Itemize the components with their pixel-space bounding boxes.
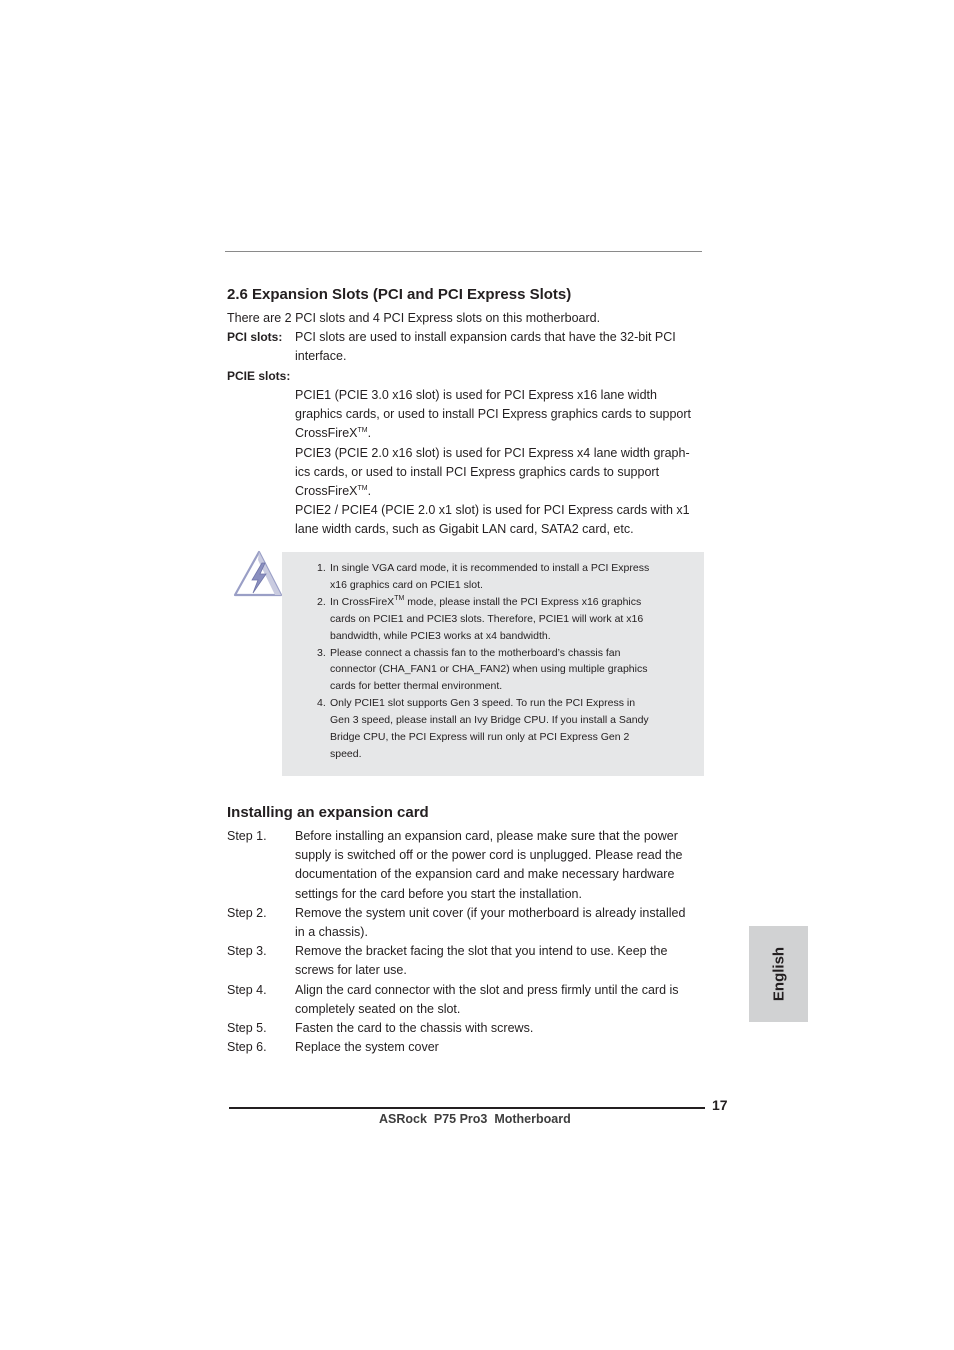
text-line: supply is switched off or the power cord is unplugged. Please read the [295,848,683,863]
text-line: PCIE1 (PCIE 3.0 x16 slot) is used for PCI Express x16 lane width [295,388,657,402]
text-line: documentation of the expansion card and make necessary hardware [295,867,675,882]
text-line: Replace the system cover [295,1040,439,1055]
text-line: PCI slots are used to install expansion cards that have the 32-bit PCI [295,330,676,344]
text-line: lane width cards, such as Gigabit LAN card, SATA2 card, etc. [295,522,634,537]
text-line: in a chassis). [295,925,368,940]
text-line: Align the card connector with the slot and press firmly until the card is [295,982,679,997]
text-line: PCIE3 (PCIE 2.0 x16 slot) is used for PCI Express x4 lane width graph- [295,445,690,460]
text-line: Fasten the card to the chassis with screws. [295,1021,534,1036]
notes-list [317,560,700,763]
text-line: CrossFireX™. [295,426,372,441]
step-label: Step 3. [227,944,267,959]
step-label: Step 6. [227,1040,267,1055]
step-label: Step 5. [227,1021,267,1036]
step-item [227,827,707,904]
step-label: Step 4. [227,982,267,997]
step-item [227,981,707,1019]
language-tab [749,926,808,1022]
text-line: Before installing an expansion card, please make sure that the power [295,829,678,843]
text-line: Remove the bracket facing the slot that you intend to use. Keep the [295,944,668,959]
pci-slots-description [295,328,707,366]
note-item: 2. In CrossFireX™ mode, please install the PCI Express x16 graphics cards on PCIE1 and PCIE3 slots. Therefore, PCIE1 will work at x16 bandwidth, while PCIE3 works at x4 bandwidth. [317,594,644,642]
text-line: CrossFireX™. [295,484,372,499]
text-line: ics cards, or used to install PCI Express graphics cards to support [295,464,660,479]
footer-divider [229,1107,705,1109]
step-item [227,1019,707,1038]
text-line: screws for later use. [295,963,407,978]
step-label: Step 1. [227,829,267,843]
footer-text: ASRock P75 Pro3 Motherboard [379,1112,571,1126]
note-item: 3. Please connect a chassis fan to the motherboard’s chassis fan connector (CHA_FAN1 or CHA_FAN2) when using multiple graphics cards for better thermal environment. [317,646,648,693]
text-line: settings for the card before you start the installation. [295,886,582,901]
top-divider [225,251,702,252]
text-line: Remove the system unit cover (if your motherboard is already installed [295,905,686,920]
step-item [227,904,707,942]
text-line: PCIE2 / PCIE4 (PCIE 2.0 x1 slot) is used for PCI Express cards with x1 [295,503,690,518]
install-title: Installing an expansion card [227,804,429,821]
page-number: 17 [712,1097,728,1113]
text-line: completely seated on the slot. [295,1001,461,1016]
pcie-slots-description [295,386,707,540]
text-line: graphics cards, or used to install PCI Express graphics cards to support [295,407,692,422]
text-line: interface. [295,349,347,364]
note-item: 4. Only PCIE1 slot supports Gen 3 speed. To run the PCI Express in Gen 3 speed, please install an Ivy Bridge CPU. If you install a Sandy Bridge CPU, the PCI Express will run only at PCI Express Gen 2 speed. [317,697,649,760]
section-title: 2.6 Expansion Slots (PCI and PCI Express Slots) [227,286,572,303]
step-item [227,1038,707,1057]
section-intro: There are 2 PCI slots and 4 PCI Express slots on this motherboard. [227,311,601,325]
note-item: 1. In single VGA card mode, it is recommended to install a PCI Express x16 graphics card on PCIE1 slot. [317,562,650,591]
pcie-slots-label: PCIE slots: [227,369,291,383]
pci-slots-label: PCI slots: [227,330,283,344]
language-tab-label: English [770,946,787,1002]
warning-triangle-icon [232,550,284,598]
step-label: Step 2. [227,905,267,920]
install-steps [227,827,707,1057]
step-item [227,942,707,980]
